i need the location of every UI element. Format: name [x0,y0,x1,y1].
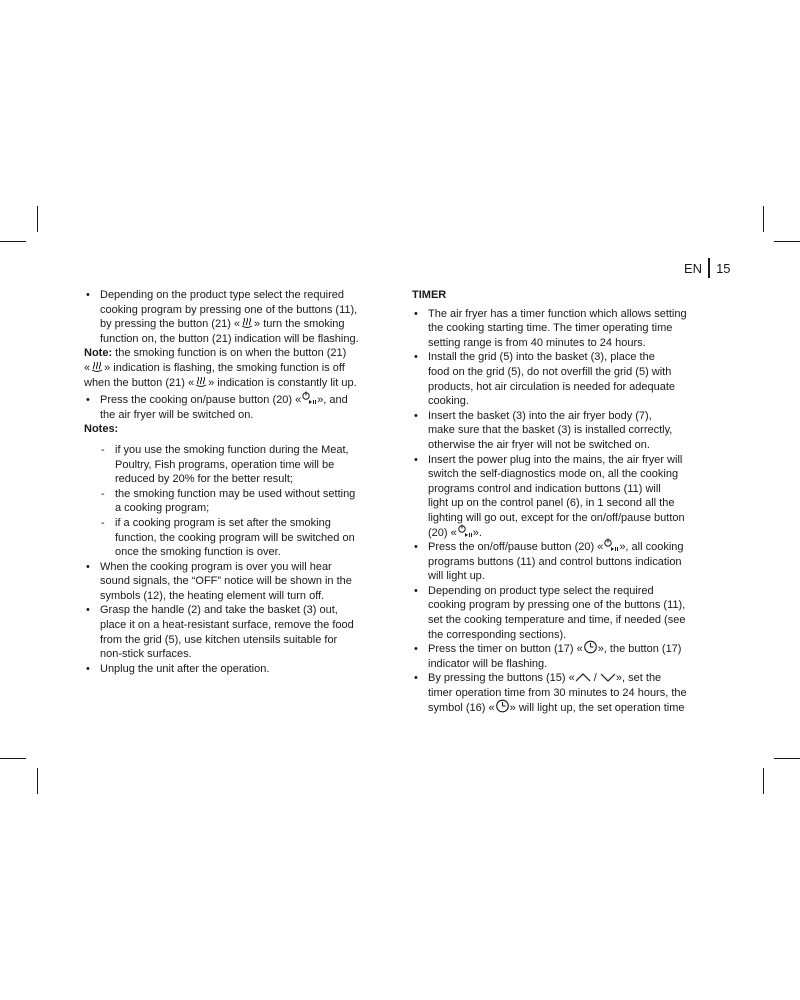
list-item: • Unplug the unit after the operation. [84,662,396,677]
timer-clock-icon [583,640,598,654]
crop-mark [37,768,38,794]
crop-mark [774,241,800,242]
notes-label: Notes: [84,423,119,436]
language-code: EN [684,260,703,276]
chevron-down-icon [600,671,616,683]
left-column [84,288,396,676]
list-item: - if you use the smoking function during the Meat, Poultry, Fish programs, operation time will be reduced by 20% for the better result; [84,443,396,487]
smoke-icon [194,374,208,388]
list-item: • Press the on/off/pause button (20) « », all cooking programs buttons (11) and control buttons indication will light up. [412,540,718,584]
list-item: - the smoking function may be used without setting a cooking program; [84,487,396,516]
power-pause-icon [457,524,473,538]
crop-mark [0,758,26,759]
crop-mark [763,206,764,232]
note-block: Note: the smoking function is on when the button (21) « » indication is flashing, the smoking function is off when the button (21) « » indication is constantly lit up. [84,347,357,389]
list-item: • The air fryer has a timer function which allows setting the cooking starting time. The timer operating time setting range is from 40 minutes to 24 hours. [412,307,718,351]
note-label: Note: [84,347,113,360]
right-column [412,288,718,715]
list-item: • Press the cooking on/pause button (20) « », and the air fryer will be switched on. [84,393,396,422]
list-item: • Insert the basket (3) into the air fryer body (7), make sure that the basket (3) is installed correctly, otherwise the air fryer will not be switched on. [412,409,718,453]
list-item: • Press the timer on button (17) « », the button (17) indicator will be flashing. [412,642,718,671]
list-item: • Insert the power plug into the mains, the air fryer will switch the self-diagnostics mode on, all the cooking programs control and indication buttons (11) will light up on the control panel (6), in 1 second all the lighting will go out, except for the on/off/pause button (20) « ». [412,453,718,541]
list-item: • Grasp the handle (2) and take the basket (3) out, place it on a heat-resistant surface, remove the food from the grid (5), use kitchen utensils suitable for non-stick surfaces. [84,603,396,661]
crop-mark [774,758,800,759]
page-number: 15 [716,260,731,276]
header-divider [708,258,710,278]
list-item: • Install the grid (5) into the basket (3), place the food on the grid (5), do not overfill the grid (5) with products, hot air circulation is needed for adequate cooking. [412,350,718,408]
chevron-up-icon [575,671,591,683]
list-item: • When the cooking program is over you will hear sound signals, the “OFF” notice will be shown in the symbols (12), the heating element will turn off. [84,560,396,604]
section-heading: TIMER [412,289,447,301]
timer-clock-icon [495,699,510,713]
page-header [684,258,731,278]
smoke-icon [240,315,254,329]
power-pause-icon [301,391,317,405]
power-pause-icon [603,538,619,552]
list-item: • By pressing the buttons (15) « / », set the timer operation time from 30 minutes to 24 hours, the symbol (16) « » will light up, the set operation time [412,671,718,715]
list-item: • Depending on product type select the required cooking program by pressing one of the buttons (11), set the cooking temperature and time, if needed (see the corresponding sections). [412,584,718,642]
crop-mark [763,768,764,794]
crop-mark [0,241,26,242]
list-item: • Depending on the product type select the required cooking program by pressing one of the buttons (11), by pressing the button (21) « » turn the smoking function on, the button (21) indication will be flashing. [84,288,396,346]
crop-mark [37,206,38,232]
smoke-icon [90,359,104,373]
list-item: - if a cooking program is set after the smoking function, the cooking program will be switched on once the smoking function is over. [84,516,396,560]
